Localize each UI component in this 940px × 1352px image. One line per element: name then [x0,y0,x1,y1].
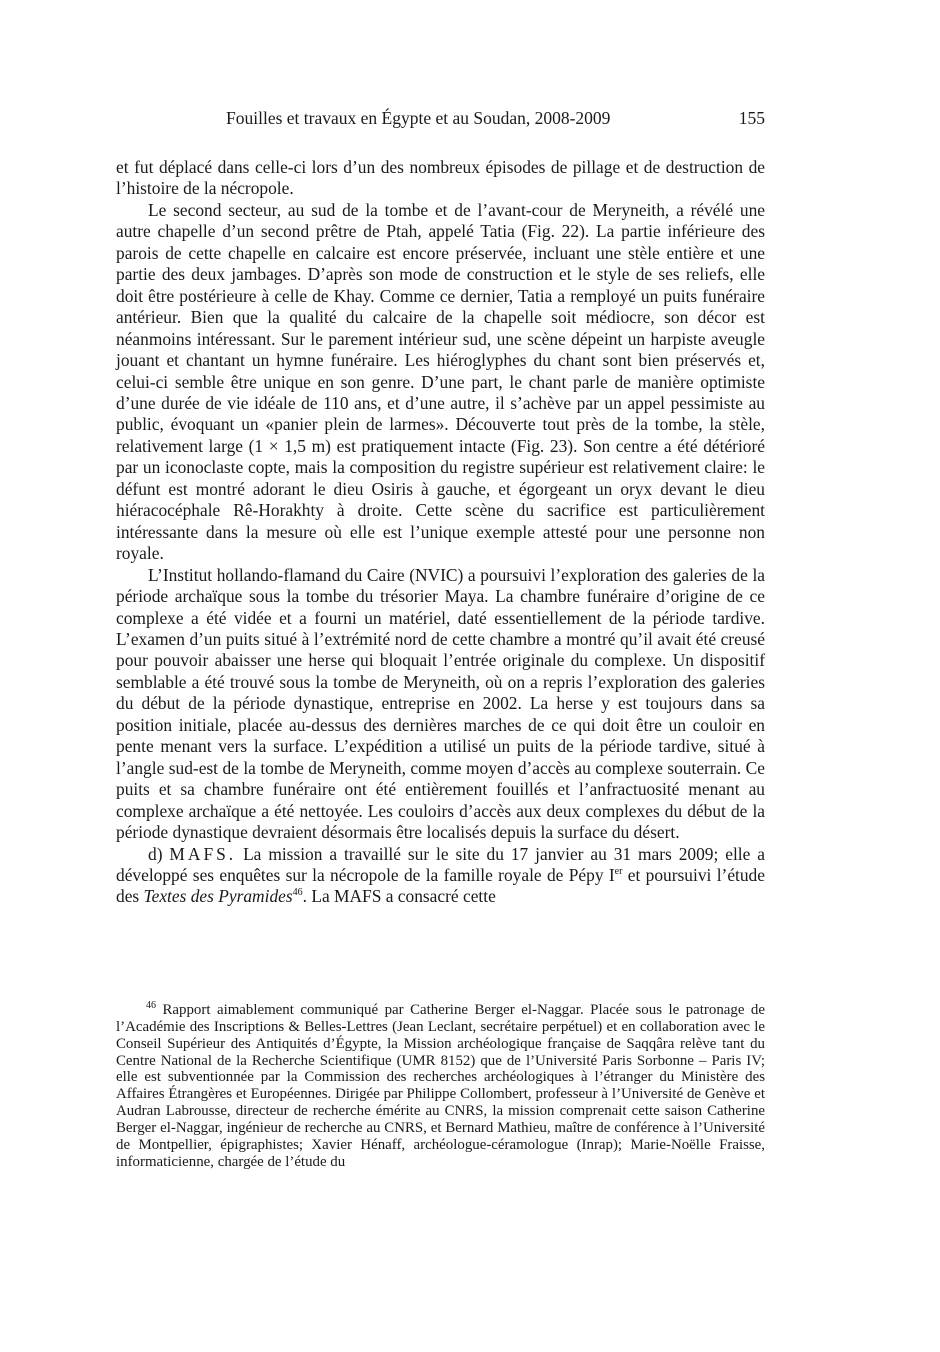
mafs-text-1: La mission a travaillé sur le site du 17 janvier au 31 mars 2009; elle a développé ses enquêtes sur la nécropole de la famille royale de Pépy I [116,843,765,885]
pyramid-texts-title: Textes des Pyramides [143,886,293,907]
running-head [116,108,765,134]
body-text [116,157,765,908]
footnotes [116,1002,765,1170]
section-marker: d) [148,843,163,864]
footnote-46 [116,1002,765,1170]
paragraph-continuation: et fut déplacé dans celle-ci lors d’un des nombreux épisodes de pillage et de destruction de l’histoire de la nécropole. [116,157,765,199]
mafs-text-2: et poursuivi l’étude des [116,864,765,907]
footnote-number: 46 [146,1000,156,1012]
ordinal-superscript: er [614,866,623,878]
page-number: 155 [738,108,765,128]
mafs-acronym: MAFS. [169,843,237,864]
running-title: Fouilles et travaux en Égypte et au Soudan, 2008-2009 [226,108,611,128]
footnote-reference[interactable]: 46 [292,887,303,899]
paragraph-mafs [116,844,765,908]
paragraph-nvic: L’Institut hollando-flamand du Caire (NVIC) a poursuivi l’exploration des galeries de la période archaïque sous la tombe du trésorier Maya. La chambre funéraire d’origine de ce complexe a été vidée et a fourni un matériel, daté essentiellement de la période tardive. L’examen d’un puits situé à l’extrémité nord de cette chambre a montré qu’il avait été creusé pour pouvoir abaisser une herse qui bloquait l’entrée originale du complexe. Un dispositif semblable a été trouvé sous la tombe de Meryneith, où on a repris l’exploration des galeries du début de la période dynastique, entreprise en 2002. La herse y est toujours dans sa position initiale, placée au-dessus des dernières marches de ce qui doit être un couloir en pente menant vers la surface. L’expédition a utilisé un puits de la période tardive, situé à l’angle sud-est de la tombe de Meryneith, comme moyen d’accès au complexe souterrain. Ce puits et sa chambre funéraire ont été entièrement fouillés et l’anfractuosité menant au complexe archaïque a été nettoyée. Les couloirs d’accès aux deux complexes du début de la période dynastique devraient désormais être localisés depuis la surface du désert. [116,564,765,843]
mafs-text-3: . La MAFS a consacré cette [302,886,496,907]
footnote-text: Rapport aimablement communiqué par Catherine Berger el-Naggar. Placée sous le patronage de l’Académie des Inscriptions & Belles-Lettres (Jean Leclant, secrétaire perpétuel) et en collaboration avec le Conseil Supérieur des Antiquités d’Égypte, la Mission archéologique française de Saqqâra relève tant du Centre National de la Recherche Scientifique (UMR 8152) que de l’Université Paris Sorbonne – Paris IV; elle est subventionnée par la Commission des recherches archéologiques à l’étranger du Ministère des Affaires Étrangères et Européennes. Dirigée par Philippe Collombert, professeur à l’Université de Genève et Audran Labrousse, directeur de recherche émérite au CNRS, la mission comprenait cette saison Catherine Berger el-Naggar, ingénieur de recherche au CNRS, et Bernard Mathieu, maître de conférence à l’Université de Montpellier, épigraphistes; Xavier Hénaff, archéologue-céramologue (Inrap); Marie-Noëlle Fraisse, informaticienne, chargée de l’étude du [116,1002,765,1170]
paragraph-tatia-chapel: Le second secteur, au sud de la tombe et de l’avant-cour de Meryneith, a révélé une autre chapelle d’un second prêtre de Ptah, appelé Tatia (Fig. 22). La partie inférieure des parois de cette chapelle en calcaire est encore préservée, incluant une stèle entière et une partie des deux jambages. D’après son mode de construction et le style de ses reliefs, elle doit être postérieure à celle de Khay. Comme ce dernier, Tatia a remployé un puits funéraire antérieur. Bien que la qualité du calcaire de la chapelle soit médiocre, son décor est néanmoins intéressant. Sur le parement intérieur sud, une scène dépeint un harpiste aveugle jouant et chantant un hymne funéraire. Les hiéroglyphes du chant sont bien préservés et, celui-ci semble être unique en son genre. D’une part, le chant parle de manière optimiste d’une durée de vie idéale de 110 ans, et d’une autre, il s’achève par un appel pessimiste au public, évoquant un «panier plein de larmes». Découverte tout près de la tombe, la stèle, relativement large (1 × 1,5 m) est pratiquement intacte (Fig. 23). Son centre a été détérioré par un iconoclaste copte, mais la composition du registre supérieur est relativement claire: le défunt est montré adorant le dieu Osiris à gauche, et égorgeant un oryx devant le dieu hiéracocéphale Rê-Horakhty à droite. Cette scène du sacrifice est particulièrement intéressante dans la mesure où elle est l’unique exemple attesté pour une personne non royale. [116,199,765,564]
